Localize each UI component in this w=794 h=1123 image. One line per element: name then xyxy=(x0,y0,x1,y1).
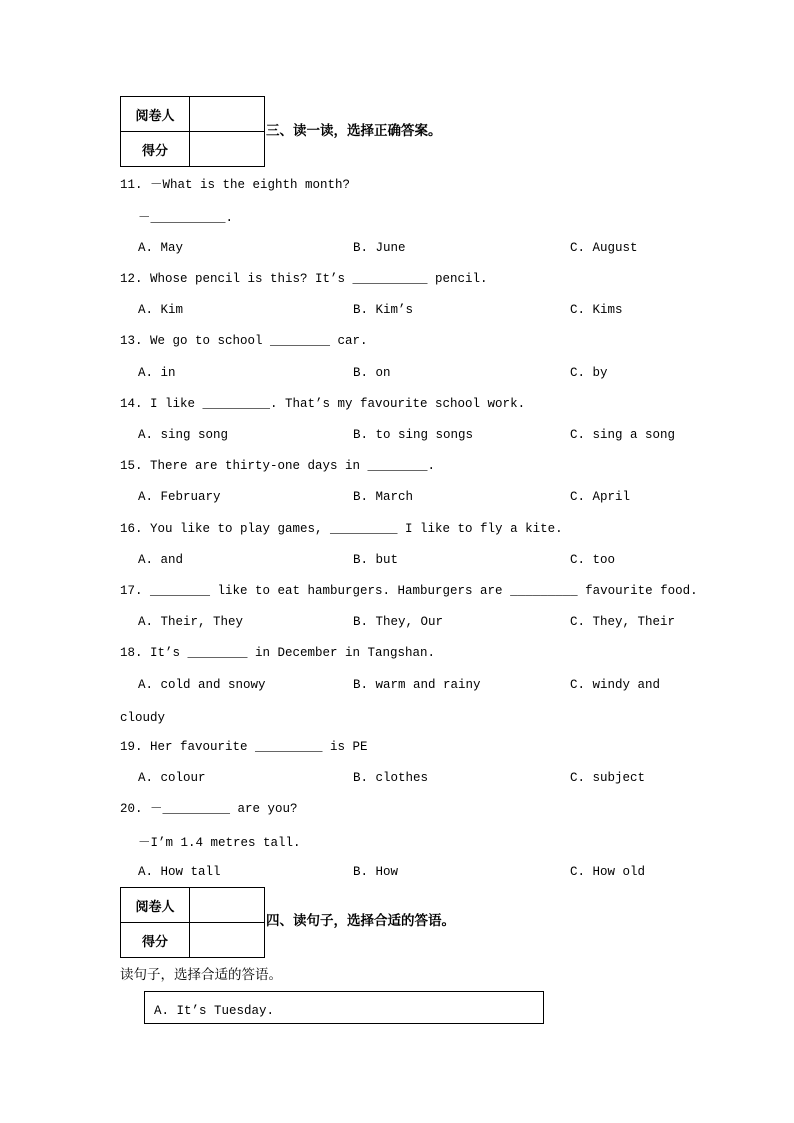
q11-stem: 11. －What is the eighth month? xyxy=(120,178,351,192)
q20-option-c[interactable]: C. How old xyxy=(570,865,646,879)
q17-option-a[interactable]: A. Their, They xyxy=(138,615,244,629)
q16-option-a[interactable]: A. and xyxy=(138,553,184,567)
q17-option-c[interactable]: C. They, Their xyxy=(570,615,676,629)
q17-option-b[interactable]: B. They, Our xyxy=(353,615,444,629)
q19-option-c[interactable]: C. subject xyxy=(570,771,646,785)
q11-option-b[interactable]: B. June xyxy=(353,241,406,255)
q15-stem: 15. There are thirty-one days in ________. xyxy=(120,459,436,473)
q19-option-a[interactable]: A. colour xyxy=(138,771,206,785)
grader-label: 阅卷人 xyxy=(121,97,190,132)
q13-option-b[interactable]: B. on xyxy=(353,366,391,380)
q16-stem: 16. You like to play games, _________ I like to fly a kite. xyxy=(120,522,563,536)
q13-stem: 13. We go to school ________ car. xyxy=(120,334,368,348)
q12-option-a[interactable]: A. Kim xyxy=(138,303,184,317)
q15-option-b[interactable]: B. March xyxy=(353,490,414,504)
q14-stem: 14. I like _________. That’s my favourite school work. xyxy=(120,397,526,411)
score-label: 得分 xyxy=(121,132,190,167)
grader-label: 阅卷人 xyxy=(121,888,190,923)
score-value-cell xyxy=(190,923,265,958)
q19-option-b[interactable]: B. clothes xyxy=(353,771,429,785)
q13-option-a[interactable]: A. in xyxy=(138,366,176,380)
score-value-cell xyxy=(190,132,265,167)
q12-option-b[interactable]: B. Kim’s xyxy=(353,303,414,317)
q20-stem: 20. －_________ are you? xyxy=(120,802,298,816)
q18-option-c-wrap: cloudy xyxy=(120,711,166,725)
q20-option-b[interactable]: B. How xyxy=(353,865,399,879)
q16-option-b[interactable]: B. but xyxy=(353,553,399,567)
q14-option-a[interactable]: A. sing song xyxy=(138,428,229,442)
section3-title: 三、读一读，选择正确答案。 xyxy=(266,123,442,139)
q18-option-b[interactable]: B. warm and rainy xyxy=(353,678,481,692)
q14-option-b[interactable]: B. to sing songs xyxy=(353,428,474,442)
grader-table-section4 xyxy=(120,887,265,958)
q11-answer-line: －__________. xyxy=(138,211,234,225)
q19-stem: 19. Her favourite _________ is PE xyxy=(120,740,368,754)
q20-answer-line: －I’m 1.4 metres tall. xyxy=(138,836,301,850)
section4-title: 四、读句子，选择合适的答语。 xyxy=(266,913,455,929)
section4-option-a[interactable]: A. It’s Tuesday. xyxy=(154,1004,275,1018)
grader-table-section3 xyxy=(120,96,265,167)
q13-option-c[interactable]: C. by xyxy=(570,366,608,380)
q16-option-c[interactable]: C. too xyxy=(570,553,616,567)
q12-option-c[interactable]: C. Kims xyxy=(570,303,623,317)
q20-option-a[interactable]: A. How tall xyxy=(138,865,221,879)
score-label: 得分 xyxy=(121,923,190,958)
q18-option-c[interactable]: C. windy and xyxy=(570,678,661,692)
q14-option-c[interactable]: C. sing a song xyxy=(570,428,676,442)
q12-stem: 12. Whose pencil is this? It’s __________ pencil. xyxy=(120,272,488,286)
q11-option-c[interactable]: C. August xyxy=(570,241,638,255)
q18-stem: 18. It’s ________ in December in Tangshan. xyxy=(120,646,436,660)
q18-option-a[interactable]: A. cold and snowy xyxy=(138,678,266,692)
q17-stem: 17. ________ like to eat hamburgers. Hamburgers are _________ favourite food. xyxy=(120,584,698,598)
section4-instruction: 读句子，选择合适的答语。 xyxy=(120,967,282,983)
grader-value-cell xyxy=(190,888,265,923)
q15-option-c[interactable]: C. April xyxy=(570,490,631,504)
grader-value-cell xyxy=(190,97,265,132)
q15-option-a[interactable]: A. February xyxy=(138,490,221,504)
q11-option-a[interactable]: A. May xyxy=(138,241,184,255)
